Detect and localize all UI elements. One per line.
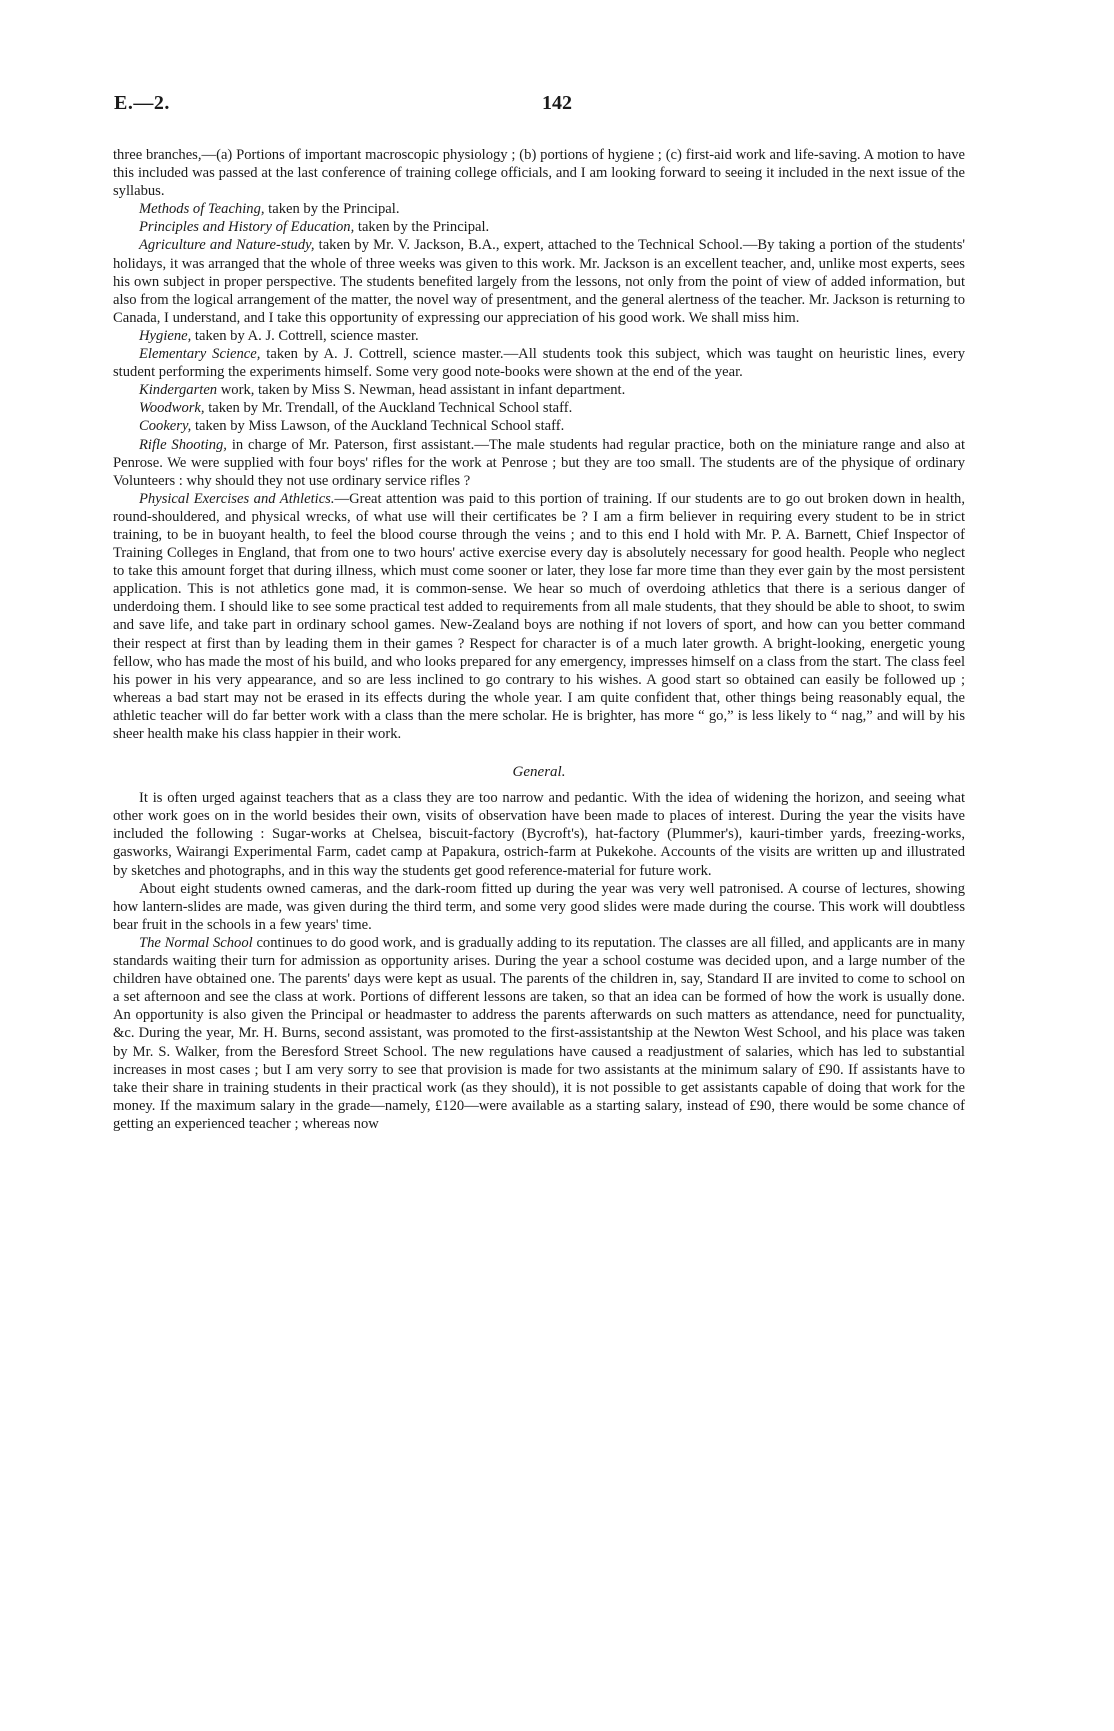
paragraph: About eight students owned cameras, and the dark-room fitted up during the year was very well patronised. A course of lectures, showing how lantern-slides are made, was given during the third term, and some very good slides were made during the course. This work will doubtless bear fruit in the schools in a few years' time. [113,880,965,933]
document-reference: E.—2. [114,92,170,114]
body-text [113,146,965,1133]
paragraph: Rifle Shooting, in charge of Mr. Paterson, first assistant.—The male students had regular practice, both on the miniature range and also at Penrose. We were supplied with four boys' rifles for the work at Penrose ; but they are too small. The students are of the physique of ordinary Volunteers : why should they not use ordinary service rifles ? [113,436,965,489]
paragraph: Cookery, taken by Miss Lawson, of the Auckland Technical School staff. [139,418,565,435]
paragraph: Principles and History of Education, taken by the Principal. [139,219,490,236]
paragraph: Kindergarten work, taken by Miss S. Newman, head assistant in infant department. [139,382,626,399]
section-heading: General. [512,764,566,781]
page-header [113,92,965,126]
paragraph: Physical Exercises and Athletics.—Great attention was paid to this portion of training. If our students are to go out broken down in health, round-shouldered, and physical wrecks, of what use will their certificates be ? I am a firm believer in requiring every student to be in strict training, to be in buoyant health, to feel the blood course through the veins ; and to this end I hold with Mr. P. A. Barnett, Chief Inspector of Training Colleges in England, that from one to two hours' active exercise every day is absolutely necessary for good health. People who neglect to take this amount forget that during illness, which must come sooner or later, they lose far more time than they ever gain by the most persistent application. This is not athletics gone mad, it is common-sense. We hear so much of overdoing athletics that there is a serious danger of underdoing them. I should like to see some practical test added to requirements from all male students, that they should be able to shoot, to swim and save life, and take part in ordinary school games. New-Zealand boys are nothing if not lovers of sport, and how can you better command their respect at first than by leading them in their games ? Respect for character is of a much later growth. A bright-looking, energetic young fellow, who has made the most of his build, and who looks prepared for any emergency, impresses himself on a class from the start. The class feel his power in his very appearance, and so are less inclined to go contrary to his wishes. A good start so obtained can easily be followed up ; whereas a bad start may not be erased in its effects during the whole year. I am quite confident that, other things being reasonably equal, the athletic teacher will do far better work with a class than the mere scholar. He is brighter, has more “ go,” is less likely to “ nag,” and will by his sheer health make his class happier in their work. [113,490,965,742]
paragraph: The Normal School continues to do good work, and is gradually adding to its reputation. The classes are all filled, and applicants are in many standards waiting their turn for admission as opportunity arises. During the year a school costume was decided upon, and a large number of the children have obtained one. The parents' days were kept as usual. The parents of the children in, say, Standard II are invited to come to school on a set afternoon and see the class at work. Portions of different lessons are taken, so that an idea can be formed of how the work is usually done. An opportunity is also given the Principal or headmaster to address the parents afterwards on such matters as attendance, need for punctuality, &c. During the year, Mr. H. Burns, second assistant, was promoted to the first-assistantship at the Newton West School, and his place was taken by Mr. S. Walker, from the Beresford Street School. The new regulations have caused a readjustment of salaries, which has led to substantial increases in most cases ; but I am very sorry to see that provision is made for two assistants at the minimum salary of £90. If assistants have to take their share in training students in their practical work (as they should), it is not possible to get assistants capable of doing that work for the money. If the maximum salary in the grade—namely, £120—were available as a starting salary, instead of £90, there would be some chance of getting an experienced teacher ; whereas now [113,934,965,1132]
paragraph: three branches,—(a) Portions of important macroscopic physiology ; (b) portions of hygiene ; (c) first-aid work and life-saving. A motion to have this included was passed at the last conference of training college officials, and I am looking forward to seeing it included in the next issue of the syllabus. [113,147,965,200]
page-number: 142 [542,92,572,114]
paragraph: Elementary Science, taken by A. J. Cottrell, science master.—All students took this subject, which was taught on heuristic lines, every student performing the experiments himself. Some very good note-books were shown at the end of the year. [113,346,965,381]
paragraph: It is often urged against teachers that as a class they are too narrow and pedantic. With the idea of widening the horizon, and seeing what other work goes on in the world besides their own, visits of observation have been made to places of interest. During the year the visits have included the following : Sugar-works at Chelsea, biscuit-factory (Bycroft's), hat-factory (Plummer's), kauri-timber yards, freezing-works, gasworks, Wairangi Experimental Farm, cadet camp at Papakura, ostrich-farm at Pukekohe. Accounts of the visits are written up and illustrated by sketches and photographs, and in this way the students get good reference-material for future work. [113,790,965,879]
document-page [113,92,965,1133]
paragraph: Hygiene, taken by A. J. Cottrell, science master. [139,327,419,344]
paragraph: Methods of Teaching, taken by the Principal. [139,201,400,218]
paragraph: Agriculture and Nature-study, taken by Mr. V. Jackson, B.A., expert, attached to the Technical School.—By taking a portion of the students' holidays, it was arranged that the whole of three weeks was given to this work. Mr. Jackson is an excellent teacher, and, unlike most experts, sees his own subject in proper perspective. The students benefited largely from the lessons, not only from the point of view of added information, but also from the logical arrangement of the matter, the novel way of presentment, and the general alertness of the teacher. Mr. Jackson is returning to Canada, I understand, and I take this opportunity of expressing our appreciation of his good work. We shall miss him. [113,237,966,326]
paragraph: Woodwork, taken by Mr. Trendall, of the Auckland Technical School staff. [139,400,573,417]
